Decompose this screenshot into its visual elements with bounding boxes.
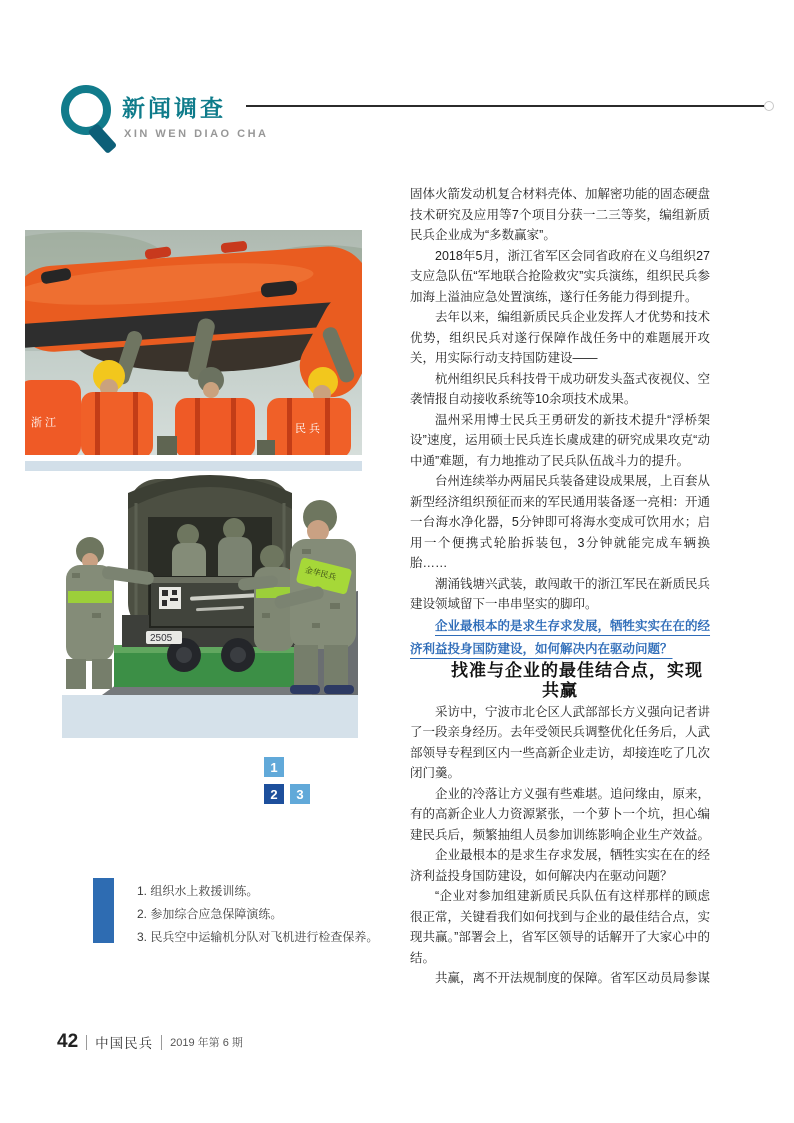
- section-heading: 找准与企业的最佳结合点，实现共赢: [451, 660, 703, 700]
- paragraph: 台州连续举办两届民兵装备建设成果展，上百套从新型经济组织预征而来的军民通用装备逐一亮相：开通一台海水净化器，5分钟即可将海水变成可饮用水；启用一个便携式轮胎拆装包，3分钟就能完成车辆换胎……: [410, 474, 711, 570]
- magnifier-icon: [58, 82, 122, 156]
- article-body: [410, 184, 710, 989]
- paragraph: 潮涌钱塘兴武装，敢闯敢干的浙江军民在新质民兵建设领域留下一串串坚实的脚印。: [410, 576, 711, 611]
- photo-caption-2: 2. 参加综合应急保障演练。: [137, 907, 283, 921]
- photo-caption-1: 1. 组织水上救援训练。: [137, 884, 259, 898]
- section-subtitle: XIN WEN DIAO CHA: [124, 128, 269, 140]
- page-number: 42: [57, 1031, 79, 1052]
- paragraph: 企业的冷落让方义强有些难堪。追问缘由，原来，有的高新企业人力资源紧张，一个萝卜一个坑，担心编建民兵后，频繁抽组人员参加训练影响企业生产效益。: [410, 786, 711, 842]
- header-rule: [246, 105, 764, 107]
- paragraph: 固体火箭发动机复合材料壳体、加解密功能的固态硬盘技术研究及应用等7个项目分获一二三等奖，编组新质民兵企业成为“多数赢家”。: [410, 187, 711, 242]
- license-plate-text: 2505: [150, 633, 173, 644]
- photo2-bottom-strip: [62, 695, 358, 738]
- footer-divider: [86, 1035, 87, 1050]
- photo-caption-3: 3. 民兵空中运输机分队对飞机进行检查保养。: [137, 930, 379, 944]
- issue-label: 2019 年第 6 期: [170, 1037, 243, 1049]
- vest-text-right: 民 兵: [295, 423, 321, 435]
- figure-badge-3: 3: [290, 784, 310, 804]
- paragraph: 采访中，宁波市北仑区人武部部长方义强向记者讲了一段亲身经历。去年受领民兵调整优化任务后，人武部领导专程到区内一些高新企业走访，却接连吃了几次闭门羹。: [410, 704, 711, 780]
- pull-quote-question: 企业最根本的是求生存求发展，牺牲实实在在的经济利益投身国防建设，如何解决内在驱动问题？: [410, 618, 711, 656]
- page-footer: [57, 1031, 243, 1053]
- vest-text-left: 浙 江: [31, 417, 57, 429]
- paragraph: 去年以来，编组新质民兵企业发挥人才优势和技术优势，组织民兵对遂行保障作战任务中的难题展开攻关，用实际行动支持国防建设——: [410, 310, 711, 365]
- figure-badge-2: 2: [264, 784, 284, 804]
- magazine-name: 中国民兵: [95, 1036, 154, 1051]
- paragraph: 2018年5月，浙江省军区会同省政府在义乌组织27支应急队伍“军地联合抢险救灾”实兵演练，组织民兵参加海上溢油应急处置演练，遂行任务能力得到提升。: [410, 248, 710, 304]
- photo-water-rescue-training: [25, 230, 362, 455]
- section-title: 新闻调查: [122, 95, 226, 121]
- photo-caption-list: [137, 880, 378, 949]
- paragraph: 温州采用博士民兵王勇研发的新技术提升“浮桥架设”速度，运用硕士民兵连长虞成建的研究成果攻克“动中通”难题，有力地推动了民兵队伍战斗力的提升。: [410, 412, 710, 468]
- paragraph: 共赢，离不开法规制度的保障。省军区动员局参谋: [435, 971, 711, 985]
- photo1-bottom-strip: [25, 461, 362, 471]
- armband-text: 金华民兵: [303, 565, 338, 582]
- figure-badge-1: 1: [264, 757, 284, 777]
- photo-emergency-support-drill: [62, 473, 358, 695]
- footer-divider: [161, 1035, 162, 1050]
- caption-accent-bar: [93, 878, 114, 943]
- paragraph: 企业最根本的是求生存求发展，牺牲实实在在的经济利益投身国防建设，如何解决内在驱动问题？: [410, 848, 711, 883]
- paragraph: 杭州组织民兵科技骨干成功研发头盔式夜视仪、空袭情报自动接收系统等10余项技术成果。: [410, 371, 711, 406]
- header-rule-end-dot: [764, 101, 774, 111]
- paragraph: “企业对参加组建新质民兵队伍有这样那样的顾虑很正常，关键看我们如何找到与企业的最佳结合点，实现共赢。”部署会上，省军区领导的话解开了大家心中的结。: [410, 889, 711, 965]
